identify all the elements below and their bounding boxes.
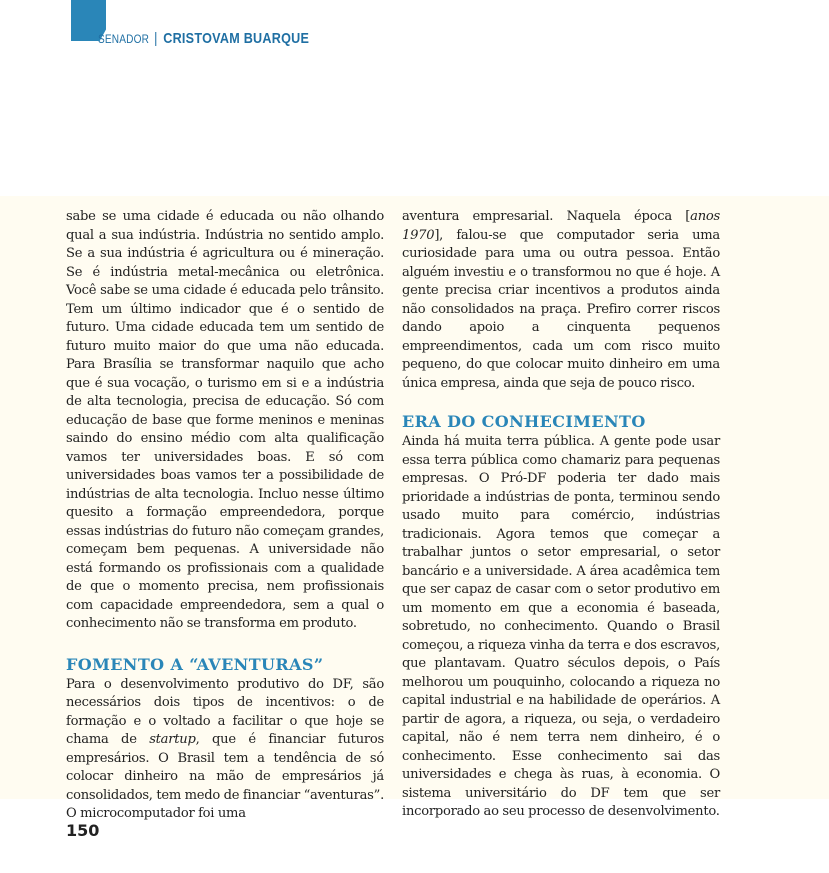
section-heading-fomento: FOMENTO A “AVENTURAS” [66, 654, 324, 674]
header-name: CRISTOVAM BUARQUE [163, 30, 310, 47]
right-column [402, 208, 720, 822]
era-note: anos 1970 [402, 209, 720, 243]
running-header [98, 30, 309, 47]
section-heading-conhecimento: ERA DO CONHECIMENTO [402, 412, 646, 431]
startup-term: startup [149, 732, 196, 747]
right-paragraph-1: aventura empresarial. Naquela época [anos 1970], falou-se que computador seria uma curiosidade para uma ou outra pessoa. Então alguém investiu e o transformou no que é hoje. A gente precisa criar incentivos a produtos ainda não consolidados na praça. Prefiro correr riscos dando apoio a cinquenta pequenos empreendimentos, cada um com risco muito pequeno, do que colocar muito dinheiro em uma única empresa, ainda que seja de pouco risco. [402, 209, 720, 391]
header-role: SENADOR [98, 32, 150, 46]
left-paragraph-1: sabe se uma cidade é educada ou não olhando qual a sua indústria. Indústria no sentido amplo. Se a sua indústria é agricultura ou é mineração. Se é indústria metal-mecânica ou eletrônica. Você sabe se uma cidade é educada pelo trânsito. Tem um último indicador que é o sentido de futuro. Uma cidade educada tem um sentido de futuro muito maior do que uma não educada. Para Brasília se transformar naquilo que acho que é sua vocação, o turismo em si e a indústria de alta tecnologia, precisa de educação. Só com educação de base que forme meninos e meninas saindo do ensino médio com alta qualificação vamos ter universidades boas. E só com universidades boas vamos ter a possibilidade de indústrias de alta tecnologia. Incluo nesse último quesito a formação empreendedora, porque essas indústrias do futuro não começam grandes, começam bem pequenas. A universidade não está formando os profissionais com a qualidade de que o momento precisa, nem profissionais com capacidade empreendedora, sem a qual o conhecimento não se transforma em produto. [66, 209, 384, 631]
left-column [66, 208, 384, 824]
page-number: 150 [66, 821, 100, 840]
left-paragraph-2: Para o desenvolvimento produtivo do DF, são necessários dois tipos de incentivos: o de formação e o voltado a facilitar o que hoje se chama de startup, que é financiar futuros empresários. O Brasil tem a tendência de só colocar dinheiro na mão de empresários já consolidados, tem medo de financiar “aventuras”. O microcomputador foi uma [66, 676, 384, 821]
right-paragraph-2: Ainda há muita terra pública. A gente pode usar essa terra pública como chamariz para pequenas empresas. O Pró-DF poderia ter dado mais prioridade a indústrias de ponta, terminou sendo usado muito para comércio, indústrias tradicionais. Agora temos que começar a trabalhar juntos o setor empresarial, o setor bancário e a universidade. A área acadêmica tem que ser capaz de casar com o setor produtivo em um momento em que a economia é baseada, sobretudo, no conhecimento. Quando o Brasil começou, a riqueza vinha da terra e dos escravos, que plantavam. Quatro séculos depois, o País melhorou um pouquinho, colocando a riqueza no capital industrial e na habilidade de operários. A partir de agora, a riqueza, ou seja, o verdadeiro capital, não é nem terra nem dinheiro, é o conhecimento. Esse conhecimento sai das universidades e chega às ruas, à economia. O sistema universitário do DF tem que ser incorporado ao seu processo de desenvolvimento. [402, 434, 720, 819]
header-separator: | [154, 30, 158, 47]
